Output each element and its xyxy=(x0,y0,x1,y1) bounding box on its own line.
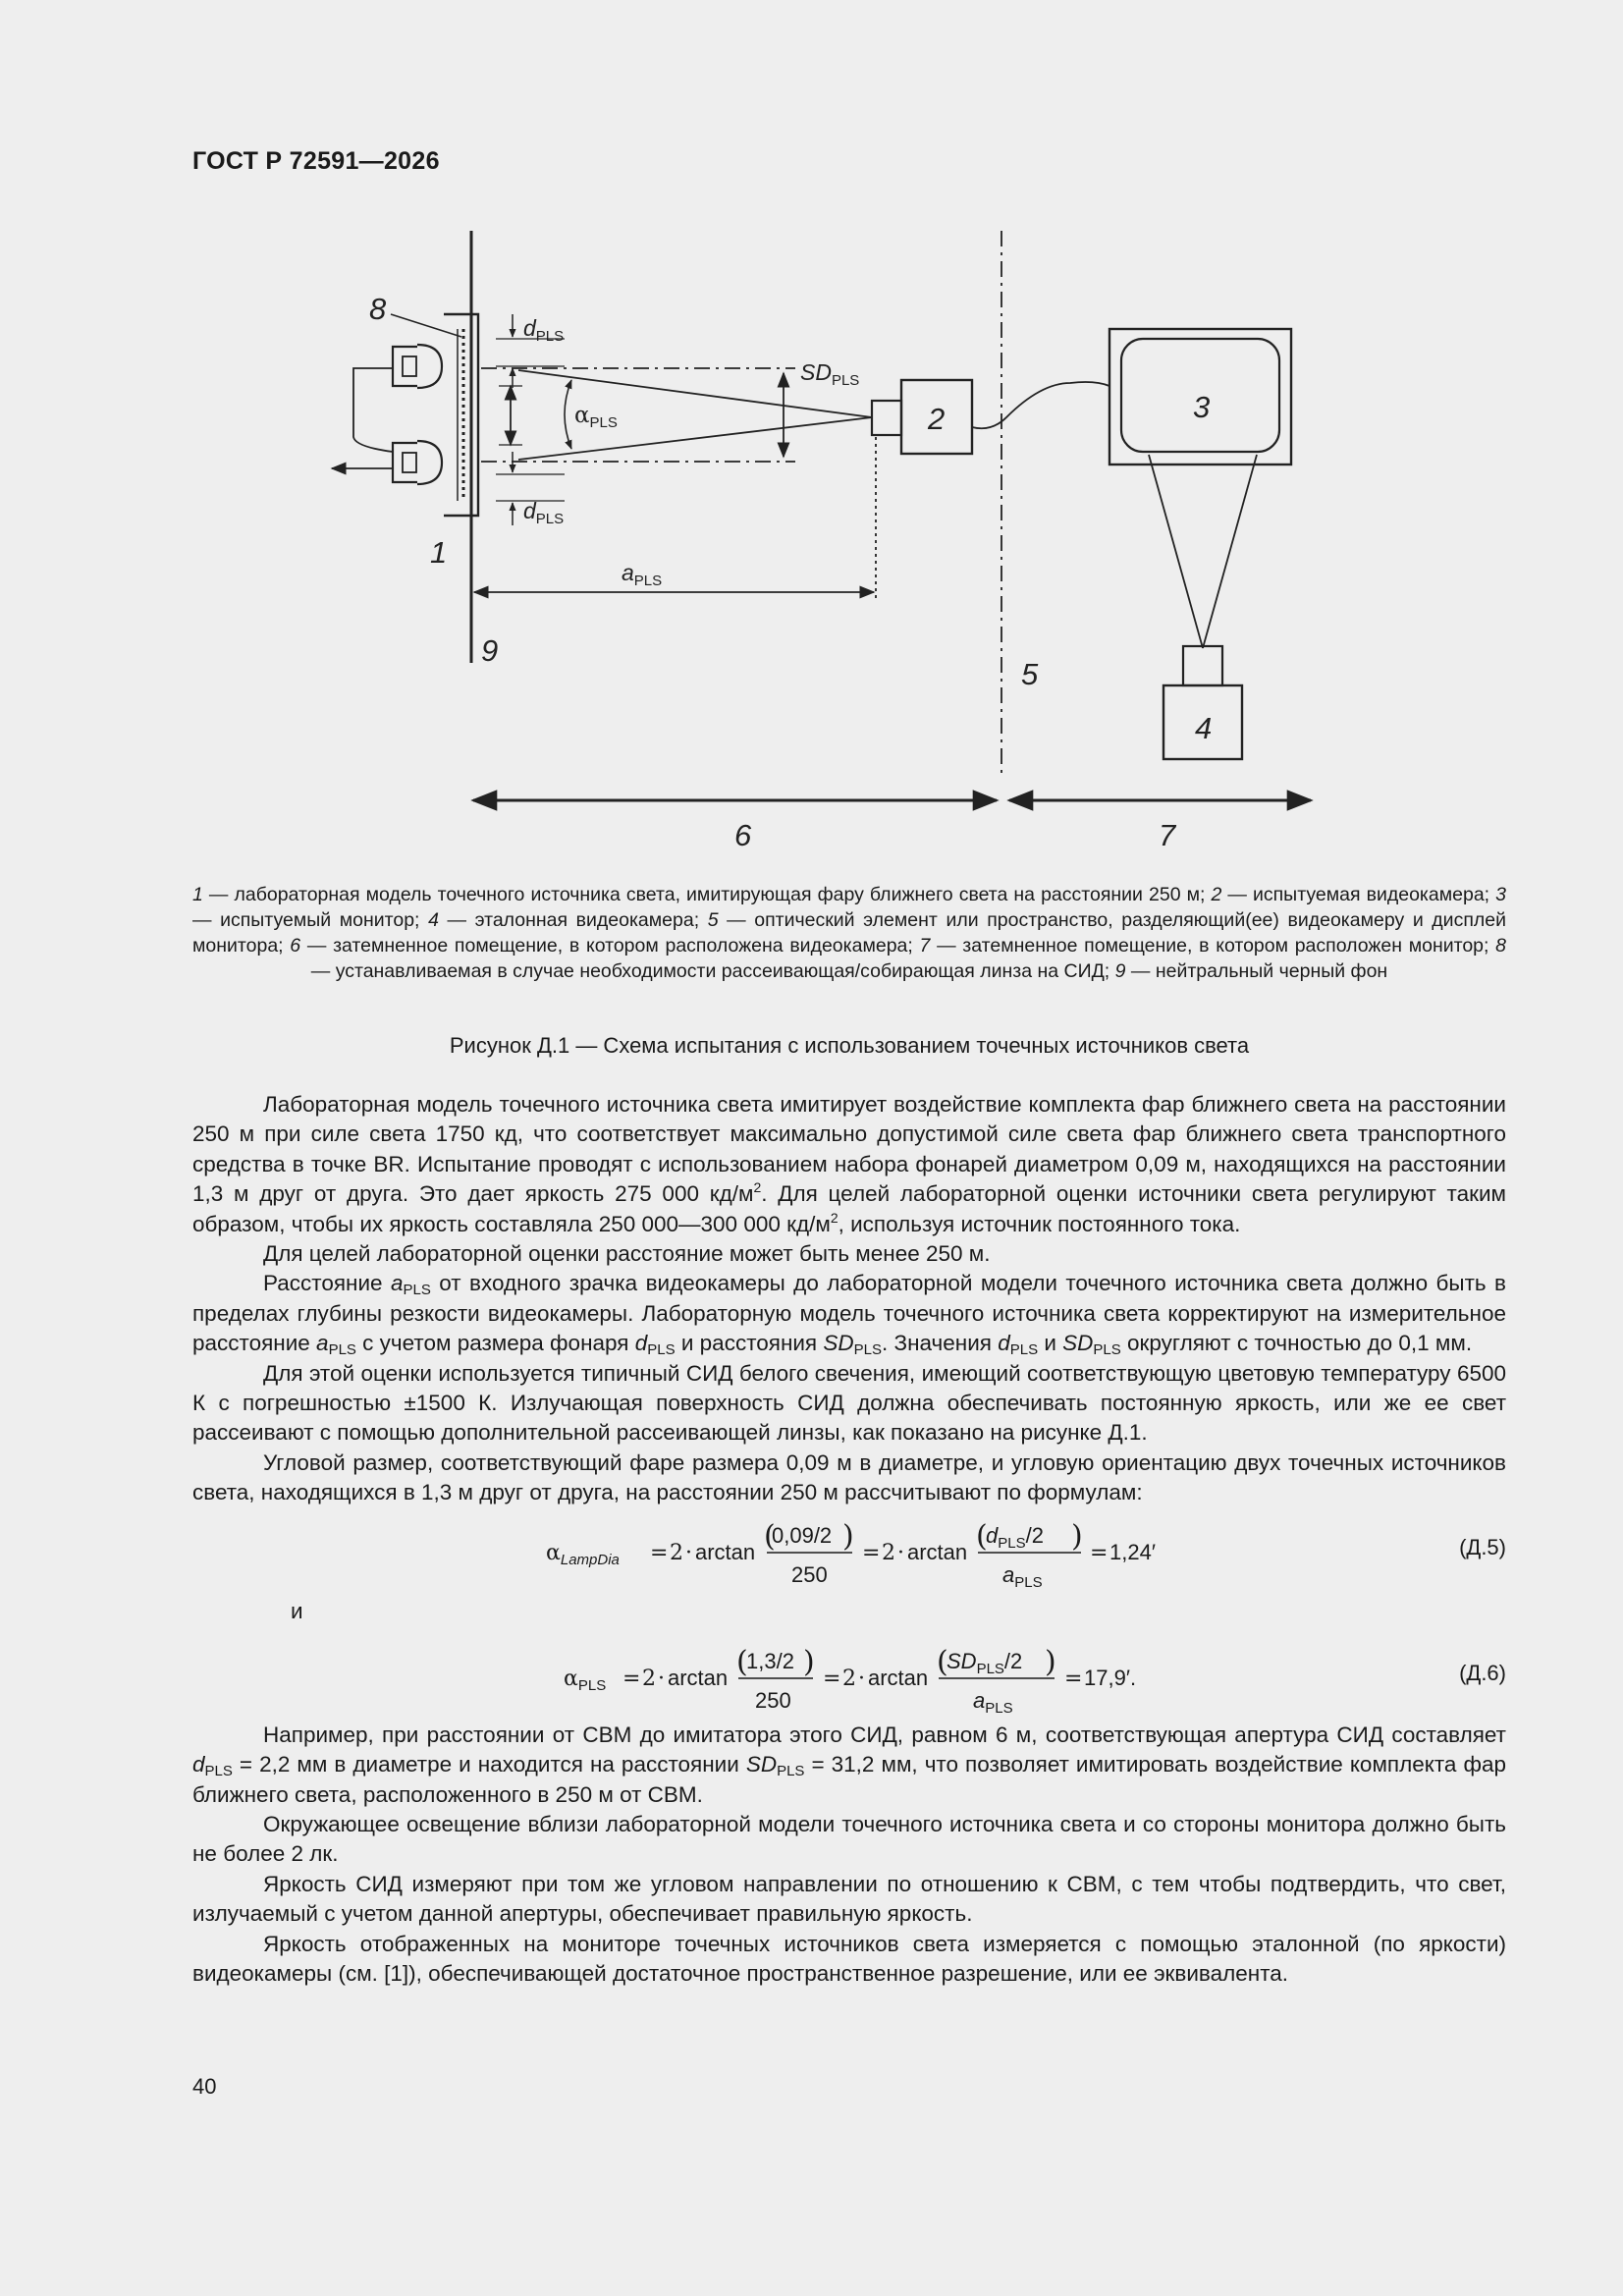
paragraph-8: Яркость СИД измеряют при том же угловом направлении по отношению к СВМ, с тем чтобы подтвердить, что свет, излучаемый с учетом данной апертуры, обеспечивает правильную яркость. xyxy=(192,1871,1506,1927)
camera-lens xyxy=(872,401,901,435)
key-text: — оптический элемент или пространство, разделяющий(ее) видеокамеру и дисплей монитора; xyxy=(192,909,1506,957)
equation-number-d5: (Д.5) xyxy=(1459,1534,1506,1559)
key-number: 3 xyxy=(1495,884,1506,905)
svg-text:0,09/2: 0,09/2 xyxy=(772,1522,833,1548)
label-d-top: $d_{PLS}$ xyxy=(523,315,565,345)
lamp-wiring xyxy=(353,368,393,452)
paragraph-7: Окружающее освещение вблизи лабораторной модели точечного источника света и со стороны монитора должно быть не более 2 лк. xyxy=(192,1811,1506,1867)
video-cable xyxy=(972,382,1109,428)
svg-text:·: · xyxy=(658,1666,665,1691)
page-number: 40 xyxy=(192,2074,217,2099)
svg-text:(: ( xyxy=(764,1518,776,1554)
label-9: 9 xyxy=(481,633,499,668)
svg-text:arctan: arctan xyxy=(695,1539,756,1564)
label-6: 6 xyxy=(734,818,752,852)
svg-text:2: 2 xyxy=(842,1666,856,1691)
alpha-arc xyxy=(565,380,571,449)
body-text xyxy=(192,1090,1506,1989)
label-a: $a_{PLS}$ xyxy=(622,560,663,589)
svg-text:(: ( xyxy=(937,1644,948,1679)
formula-d5 xyxy=(192,1508,1506,1595)
paragraph-3: Расстояние $a_{PLS}$ от входного зрачка видеокамеры до лабораторной модели точечного источника света должно быть в пределах глубины резкости видеокамеры. Лабораторную модель точечного источника света корректируют на измерительное расстояние $a_{PLS}$ с учетом размера фонаря $d_{PLS}$ и расстояния $SD_{PLS}$. Значения $d_{PLS}$ и $SD_{PLS}$ округляют с точностью до 0,1 мм. xyxy=(192,1271,1506,1359)
svg-text:250: 250 xyxy=(791,1561,828,1587)
paragraph-4: Для этой оценки используется типичный СИД белого свечения, имеющий соответствующую цветовую температуру 6500 К с погрешностью ±1500 К. Излучающая поверхность СИД должна обеспечивать постоянную яркость, или же ее свет рассеивают с помощью дополнительной рассеивающей линзы, как показано на рисунке Д.1. xyxy=(192,1360,1506,1446)
svg-text:): ) xyxy=(1045,1644,1056,1679)
paragraph-1: Лабораторная модель точечного источника света имитирует воздействие комплекта фар ближнего света на расстоянии 250 м при силе света 1750 кд, что соответствует максимально допустимой силе света фар ближнего света транспортного средства в точке BR. Испытание проводят с использованием набора фонарей диаметром 0,09 м, находящихся на расстоянии 1,3 м друг от друга. Это дает яркость 275 000 $кд/м^2$. Для целей лабораторной оценки источники света регулируют таким образом, чтобы их яркость составляла 250 000—300 000 $кд/м^2$, используя источник постоянного тока. xyxy=(192,1092,1507,1236)
svg-text:(: ( xyxy=(736,1644,748,1679)
svg-text:=: = xyxy=(622,1666,641,1691)
svg-text:·: · xyxy=(858,1666,865,1691)
paragraph-2: Для целей лабораторной оценки расстояние может быть менее 250 м. xyxy=(263,1241,991,1267)
paragraph-5: Угловой размер, соответствующий фаре размера 0,09 м в диаметре, и угловую ориентацию двух точечных источников света, находящихся в 1,3 м друг от друга, на расстоянии 250 м рассчитывают по формулам: xyxy=(192,1449,1506,1505)
key-text: — затемненное помещение, в котором расположен монитор; xyxy=(930,935,1496,957)
svg-text:2: 2 xyxy=(670,1540,683,1565)
svg-text:=: = xyxy=(862,1540,881,1565)
svg-text:(: ( xyxy=(976,1518,988,1554)
key-text: — испытуемая видеокамера; xyxy=(1221,884,1496,905)
label-7: 7 xyxy=(1159,818,1176,852)
lamp-housing xyxy=(444,314,478,516)
figure-key xyxy=(192,882,1506,984)
label-alpha: $\alpha_{PLS}$ xyxy=(574,403,618,431)
key-number: 1 xyxy=(192,884,203,905)
svg-text:17,9′.: 17,9′. xyxy=(1084,1665,1137,1690)
label-5: 5 xyxy=(1021,657,1039,691)
key-text: — испытуемый монитор; xyxy=(192,909,429,931)
upper-lamp xyxy=(393,345,442,388)
key-number: 2 xyxy=(1211,884,1222,905)
svg-text:=: = xyxy=(650,1540,669,1565)
key-number: 6 xyxy=(290,935,301,957)
key-text: — лабораторная модель точечного источника света, имитирующая фару ближнего света на расстоянии 250 м; xyxy=(202,884,1212,905)
svg-text:=: = xyxy=(823,1666,841,1691)
paragraph-9: Яркость отображенных на мониторе точечных источников света измеряется с помощью эталонной (по яркости) видеокамеры (см. [1]), обеспечивающей достаточное пространственное разрешение, или ее эквивалента. xyxy=(192,1931,1506,1986)
svg-text:2: 2 xyxy=(642,1666,656,1691)
svg-text:dPLS/2: $d_{PLS}/2$ xyxy=(986,1522,1044,1552)
key-number: 4 xyxy=(428,909,439,931)
svg-text:): ) xyxy=(842,1518,854,1554)
reference-camera-lens xyxy=(1183,646,1222,685)
label-8: 8 xyxy=(369,292,387,326)
key-text: — нейтральный черный фон xyxy=(1125,960,1388,982)
key-number: 9 xyxy=(1114,960,1126,982)
svg-text:): ) xyxy=(803,1644,815,1679)
svg-text:2: 2 xyxy=(882,1540,895,1565)
label-3: 3 xyxy=(1193,390,1211,424)
key-number: 8 xyxy=(1495,935,1507,957)
svg-text:αPLS: $\alpha_{PLS}$ xyxy=(564,1666,607,1694)
paragraph-6: Например, при расстоянии от СВМ до имитатора этого СИД, равном 6 м, соответствующая апертура СИД составляет $d_{PLS} = 2,2$ мм в диаметре и находится на расстоянии $SD_{PLS} = 31,2$ мм, что позволяет имитировать воздействие комплекта фар ближнего света, расположенного в 250 м от СВМ. xyxy=(192,1722,1506,1807)
lower-lamp xyxy=(393,441,442,484)
svg-text:αLampDia: $\alpha_{LampDia}$ xyxy=(546,1540,620,1568)
svg-text:1,3/2: 1,3/2 xyxy=(746,1648,794,1673)
svg-text:=: = xyxy=(1064,1666,1083,1691)
label-1: 1 xyxy=(430,535,448,570)
svg-text:): ) xyxy=(1071,1518,1083,1554)
svg-text:arctan: arctan xyxy=(868,1665,929,1690)
svg-text:=: = xyxy=(1090,1540,1109,1565)
figure-title: Рисунок Д.1 — Схема испытания с использованием точечных источников света xyxy=(449,1033,1250,1058)
equation-number-d6: (Д.6) xyxy=(1459,1660,1506,1685)
formula-d6 xyxy=(192,1634,1506,1721)
label-sd: $SD_{PLS}$ xyxy=(800,359,860,389)
svg-text:1,24′: 1,24′ xyxy=(1109,1539,1156,1564)
label-d-bottom: $d_{PLS}$ xyxy=(523,498,565,527)
key-text: — затемненное помещение, в котором расположена видеокамера; xyxy=(300,935,920,957)
key-text: — устанавливаемая в случае необходимости рассеивающая/собирающая линза на СИД; xyxy=(310,960,1115,982)
svg-text:aPLS: $a_{PLS}$ xyxy=(1002,1561,1043,1591)
label-2: 2 xyxy=(928,402,946,436)
key-number: 7 xyxy=(919,935,931,957)
svg-text:arctan: arctan xyxy=(668,1665,729,1690)
svg-text:250: 250 xyxy=(755,1687,791,1713)
and-connector: и xyxy=(291,1598,303,1623)
test-setup-figure xyxy=(295,221,1355,869)
label-4: 4 xyxy=(1195,711,1213,745)
svg-text:arctan: arctan xyxy=(907,1539,968,1564)
document-id-header: ГОСТ Р 72591—2026 xyxy=(192,147,440,175)
svg-text:·: · xyxy=(897,1540,904,1565)
svg-text:aPLS: $a_{PLS}$ xyxy=(973,1687,1013,1717)
svg-text:·: · xyxy=(685,1540,692,1565)
key-text: — эталонная видеокамера; xyxy=(438,909,708,931)
key-number: 5 xyxy=(707,909,719,931)
svg-text:SDPLS/2: $SD_{PLS}/2$ xyxy=(947,1648,1023,1677)
